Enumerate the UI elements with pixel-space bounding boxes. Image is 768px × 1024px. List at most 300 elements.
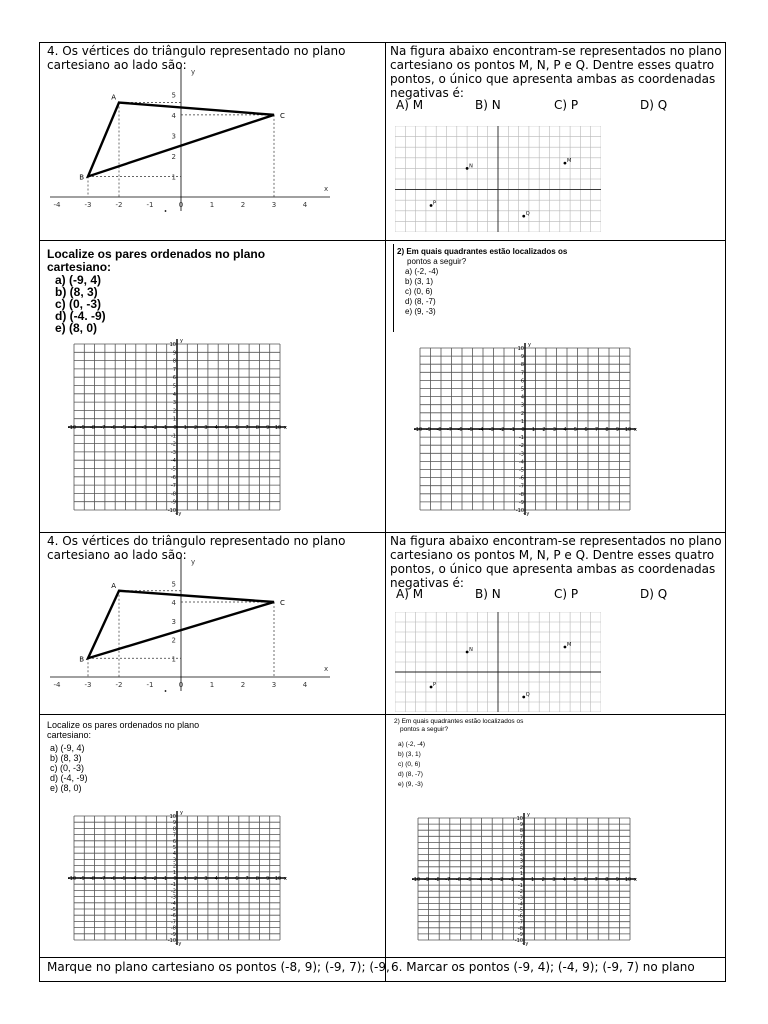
y-tick-label: 9 xyxy=(520,354,524,361)
y-tick-label: -1 xyxy=(519,435,524,442)
y-tick-label: 6 xyxy=(172,838,176,845)
x-tick-label: 9 xyxy=(615,427,620,433)
y-tick-label: 9 xyxy=(172,820,176,827)
option-b: B) N xyxy=(475,587,501,601)
x-tick-label: 10 xyxy=(274,425,282,431)
x-tick-label: -2 xyxy=(115,681,123,689)
triangle-plot xyxy=(50,552,340,697)
footer-right-text: 6. Marcar os pontos (-9, 4); (-4, 9); (-9, 7) no plano xyxy=(391,960,695,974)
option-a: A) M xyxy=(396,98,424,112)
quadrant-title xyxy=(397,247,567,267)
y-tick-label: 3 xyxy=(171,617,176,626)
y-tick-label: 2 xyxy=(172,863,176,870)
clip-top-edge xyxy=(40,240,303,241)
y-tick-label: 5 xyxy=(520,386,524,393)
title-line: pontos a seguir? xyxy=(400,726,449,733)
y-tick-label: 2 xyxy=(520,410,524,417)
answer-options xyxy=(396,98,726,114)
y-tick-label: 8 xyxy=(519,828,523,835)
y-tick-label: 8 xyxy=(520,362,524,369)
x-tick-label: 2 xyxy=(541,877,545,883)
y-tick-label: 7 xyxy=(172,366,176,373)
y-tick-label: -5 xyxy=(519,467,524,474)
y-tick-label: 2 xyxy=(519,864,523,871)
y-tick-label: 7 xyxy=(519,834,523,841)
row-divider-4 xyxy=(40,957,725,958)
list-item: d) (-4. -9) xyxy=(55,309,106,323)
x-tick-label: -5 xyxy=(121,876,126,882)
y-tick-label: -4 xyxy=(519,459,524,466)
y-tick-label: -9 xyxy=(171,499,176,506)
y-tick-label: 5 xyxy=(172,845,176,851)
y-tick-label: -2 xyxy=(518,889,523,896)
x-tick-label: -10 xyxy=(413,427,423,433)
x-tick-label: 6 xyxy=(584,427,588,433)
y-tick-label: 4 xyxy=(171,599,176,607)
list-item: e) (8, 0) xyxy=(55,321,98,335)
x-tick-label: 0 xyxy=(178,681,184,689)
x-tick-label: 1 xyxy=(531,427,536,433)
x-tick-label: 1 xyxy=(183,425,187,431)
title-line: cartesiano: xyxy=(47,730,92,740)
x-tick-label: -1 xyxy=(146,201,154,209)
question-line: cartesiano ao lado são: xyxy=(47,548,187,562)
x-tick-label: 1 xyxy=(209,201,215,209)
vertex-c-label: C xyxy=(280,599,285,607)
x-tick-label: -2 xyxy=(151,425,157,431)
option-d: D) Q xyxy=(640,587,668,601)
neg-y-axis-label: - y xyxy=(175,511,182,516)
y-tick-label: 6 xyxy=(519,840,523,847)
x-tick-label: -2 xyxy=(499,427,505,433)
x-tick-label: 8 xyxy=(255,425,259,431)
point-label: P xyxy=(433,682,437,688)
y-tick-label: 1 xyxy=(171,655,176,664)
x-tick-label: -4 xyxy=(477,877,483,883)
locate-items xyxy=(50,743,88,793)
list-item: b) (8, 3) xyxy=(50,753,82,763)
list-item: c) (0, 6) xyxy=(405,287,433,296)
x-tick-label: 3 xyxy=(552,877,556,883)
x-tick-label: 0 xyxy=(520,877,524,883)
x-axis-label: x xyxy=(634,877,637,883)
list-item: e) (9, -3) xyxy=(405,307,436,316)
x-tick-label: -3 xyxy=(489,427,494,433)
x-tick-label: 5 xyxy=(573,877,577,883)
y-tick-label: 8 xyxy=(172,358,176,365)
x-tick-label: 8 xyxy=(605,877,609,883)
y-tick-label: -6 xyxy=(519,475,524,482)
y-tick-label: 5 xyxy=(171,580,176,589)
y-tick-label: 1 xyxy=(171,173,176,182)
y-tick-label: 5 xyxy=(172,383,176,390)
y-tick-label: 7 xyxy=(172,832,176,839)
list-item: a) (-2, -4) xyxy=(405,267,439,276)
y-tick-label: -7 xyxy=(519,483,524,490)
x-tick-label: 7 xyxy=(594,877,598,883)
question-line: 4. Os vértices do triângulo representado no plano xyxy=(47,44,346,58)
y-tick-label: 10 xyxy=(516,816,523,822)
x-tick-label: -2 xyxy=(115,201,123,209)
vertex-c-label: C xyxy=(280,111,285,120)
list-item: c) (0, -3) xyxy=(55,297,102,311)
column-divider xyxy=(385,43,386,981)
point-label: P xyxy=(433,200,437,207)
y-tick-label: 4 xyxy=(172,391,176,398)
x-tick-label: 4 xyxy=(562,877,566,883)
plotted-point xyxy=(564,162,567,165)
row-divider-2 xyxy=(40,532,725,533)
points-plot xyxy=(395,612,601,712)
y-tick-label: -10 xyxy=(515,508,524,514)
y-tick-label: 8 xyxy=(172,826,176,833)
y-tick-label: 2 xyxy=(171,636,176,645)
x-tick-label: -5 xyxy=(466,877,472,883)
y-tick-label: -7 xyxy=(518,919,523,926)
x-tick-label: -9 xyxy=(79,876,85,882)
x-tick-label: -1 xyxy=(508,877,514,883)
y-tick-label: -8 xyxy=(518,925,523,932)
x-tick-label: -9 xyxy=(79,425,85,431)
x-tick-label: -6 xyxy=(457,427,463,433)
x-tick-label: -8 xyxy=(436,427,442,433)
y-tick-label: 6 xyxy=(520,378,524,385)
x-tick-label: -3 xyxy=(141,425,147,431)
x-tick-label: -7 xyxy=(445,877,451,883)
y-tick-label: -9 xyxy=(519,499,524,506)
x-tick-label: -7 xyxy=(100,425,106,431)
y-axis-label: y xyxy=(528,342,531,348)
x-tick-label: -8 xyxy=(434,877,440,883)
title-line: pontos a seguir? xyxy=(407,257,467,266)
x-tick-label: 0 xyxy=(173,425,177,431)
vertex-b-label: B xyxy=(79,655,84,664)
y-tick-label: 10 xyxy=(169,814,176,820)
list-item: c) (0, 6) xyxy=(398,761,421,768)
locate-items xyxy=(55,274,106,334)
x-tick-label: -8 xyxy=(90,425,96,431)
coordinate-grid xyxy=(412,342,638,516)
y-tick-label: -7 xyxy=(171,483,176,490)
x-axis-label: x xyxy=(324,665,329,673)
dot-mark xyxy=(165,690,167,692)
y-tick-label: -6 xyxy=(171,474,176,481)
title-line: Localize os pares ordenados no plano xyxy=(47,247,266,261)
title-line: 2) Em quais quadrantes estão localizados os xyxy=(397,247,568,256)
x-tick-label: -10 xyxy=(411,877,421,883)
x-tick-label: 0 xyxy=(521,427,525,433)
list-item: e) (8, 0) xyxy=(50,783,82,793)
title-line: 2) Em quais quadrantes estão localizados os xyxy=(394,718,524,725)
question-line: Na figura abaixo encontram-se representados no plano xyxy=(390,534,722,548)
y-tick-label: -1 xyxy=(518,883,523,890)
x-tick-label: 6 xyxy=(584,877,588,883)
quadrant-items xyxy=(398,740,425,790)
coordinate-grid xyxy=(410,812,638,946)
plotted-point xyxy=(522,696,525,699)
y-tick-label: 1 xyxy=(172,869,176,876)
locate-title xyxy=(47,720,199,740)
y-tick-label: -9 xyxy=(171,931,176,938)
y-tick-label: -8 xyxy=(171,491,176,498)
x-tick-label: -9 xyxy=(424,877,430,883)
x-tick-label: 4 xyxy=(302,681,308,689)
plotted-point xyxy=(466,651,469,654)
list-item: a) (-2, -4) xyxy=(398,741,426,748)
option-c: C) P xyxy=(554,587,579,601)
option-d: D) Q xyxy=(640,98,668,112)
y-tick-label: -1 xyxy=(171,882,176,889)
plotted-point xyxy=(466,167,469,170)
x-tick-label: -10 xyxy=(67,425,77,431)
x-tick-label: -3 xyxy=(487,877,493,883)
x-tick-label: -3 xyxy=(84,681,92,689)
vertex-b-label: B xyxy=(79,173,84,182)
question-line: cartesiano os pontos M, N, P e Q. Dentre esses quatro xyxy=(390,58,715,72)
y-tick-label: 5 xyxy=(171,91,176,100)
x-axis-label: x xyxy=(324,185,329,193)
x-tick-label: -4 xyxy=(53,201,61,209)
vertex-a-label: A xyxy=(111,581,116,590)
x-tick-label: 4 xyxy=(563,427,567,433)
locate-title xyxy=(47,248,265,274)
x-axis-label: x xyxy=(284,876,287,882)
list-item: d) (8, -7) xyxy=(405,297,436,306)
x-tick-label: -2 xyxy=(151,876,157,882)
y-tick-label: -8 xyxy=(519,491,524,498)
y-tick-label: -7 xyxy=(171,919,176,926)
question-line: 4. Os vértices do triângulo representado no plano xyxy=(47,534,346,548)
x-tick-label: -6 xyxy=(110,425,116,431)
point-label: Q xyxy=(525,211,530,218)
title-line: Localize os pares ordenados no plano xyxy=(47,720,200,730)
question-line: cartesiano ao lado são: xyxy=(47,58,187,72)
list-item: b) (3, 1) xyxy=(405,277,434,286)
list-item: a) (-9, 4) xyxy=(55,273,102,287)
y-tick-label: -8 xyxy=(171,925,176,932)
points-plot xyxy=(395,126,601,232)
list-item: d) (8, -7) xyxy=(398,771,423,778)
x-tick-label: -10 xyxy=(67,876,77,882)
question-line: pontos, o único que apresenta ambas as coordenadas xyxy=(390,72,716,86)
quadrant-items xyxy=(405,267,438,317)
y-tick-label: -10 xyxy=(514,938,523,944)
y-tick-label: -3 xyxy=(518,895,523,902)
option-b: B) N xyxy=(475,98,501,112)
x-tick-label: -3 xyxy=(84,201,92,209)
x-tick-label: 2 xyxy=(240,681,246,689)
y-tick-label: 1 xyxy=(519,870,523,877)
y-tick-label: 5 xyxy=(519,846,523,853)
y-tick-label: -4 xyxy=(171,458,176,465)
list-item: d) (-4, -9) xyxy=(50,773,88,783)
x-tick-label: -8 xyxy=(90,876,96,882)
point-label: N xyxy=(469,647,473,653)
x-tick-label: -2 xyxy=(498,877,504,883)
x-tick-label: 4 xyxy=(214,876,218,882)
x-tick-label: -1 xyxy=(162,425,168,431)
x-tick-label: 6 xyxy=(235,425,239,431)
x-tick-label: -4 xyxy=(131,425,137,431)
list-item: c) (0, -3) xyxy=(50,763,85,773)
y-tick-label: -6 xyxy=(518,913,523,920)
x-tick-label: 3 xyxy=(271,681,277,689)
vertex-a-label: A xyxy=(111,93,116,102)
question-line: negativas é: xyxy=(390,576,464,590)
x-tick-label: 5 xyxy=(573,427,578,433)
y-tick-label: -2 xyxy=(519,443,524,450)
x-tick-label: 7 xyxy=(245,425,249,431)
x-tick-label: -1 xyxy=(510,427,515,433)
points-question-text xyxy=(390,534,722,590)
x-tick-label: -6 xyxy=(110,876,116,882)
option-c: C) P xyxy=(554,98,579,112)
y-tick-label: -3 xyxy=(171,894,176,901)
y-tick-label: 4 xyxy=(520,394,524,401)
y-tick-label: 10 xyxy=(517,346,524,352)
y-tick-label: 6 xyxy=(172,375,176,382)
x-tick-label: -4 xyxy=(131,876,137,882)
coordinate-grid xyxy=(66,810,288,946)
y-axis-label: y xyxy=(180,338,183,344)
point-label: M xyxy=(566,158,572,165)
clip-left-edge xyxy=(393,244,394,332)
quadrant-title xyxy=(394,718,523,734)
y-tick-label: -5 xyxy=(518,907,523,914)
x-tick-label: -9 xyxy=(426,427,431,433)
y-tick-label: -4 xyxy=(518,901,523,908)
x-tick-label: 6 xyxy=(235,876,239,882)
x-axis-label: x xyxy=(284,425,287,431)
x-tick-label: -1 xyxy=(146,681,154,689)
x-tick-label: 9 xyxy=(615,877,619,883)
question-line: Na figura abaixo encontram-se representados no plano xyxy=(390,44,722,58)
y-tick-label: -2 xyxy=(171,888,176,895)
x-tick-label: 9 xyxy=(266,425,270,431)
x-tick-label: 1 xyxy=(209,681,215,689)
x-tick-label: 0 xyxy=(173,876,177,882)
point-label: N xyxy=(469,163,473,170)
y-tick-label: 1 xyxy=(520,418,524,425)
question-line: negativas é: xyxy=(390,86,464,100)
triangle-plot xyxy=(50,62,340,217)
x-tick-label: 9 xyxy=(266,876,270,882)
x-tick-label: -6 xyxy=(455,877,461,883)
x-tick-label: -5 xyxy=(468,427,473,433)
x-tick-label: 2 xyxy=(194,876,198,882)
clip-top-edge xyxy=(40,714,249,715)
x-tick-label: 3 xyxy=(552,427,557,433)
x-tick-label: -7 xyxy=(100,876,106,882)
y-tick-label: 9 xyxy=(172,350,176,357)
y-tick-label: 4 xyxy=(172,851,176,858)
x-tick-label: 2 xyxy=(194,425,198,431)
y-tick-label: -3 xyxy=(171,449,176,456)
x-tick-label: 8 xyxy=(605,427,609,433)
y-tick-label: -5 xyxy=(171,466,176,473)
dot-mark xyxy=(165,210,167,212)
x-tick-label: 8 xyxy=(255,876,259,882)
question-line: pontos, o único que apresenta ambas as coordenadas xyxy=(390,562,716,576)
x-tick-label: 2 xyxy=(240,201,246,209)
y-axis-label: y xyxy=(180,810,183,816)
y-tick-label: 4 xyxy=(519,852,523,859)
y-tick-label: 3 xyxy=(171,132,176,141)
x-tick-label: -4 xyxy=(53,681,61,689)
x-axis-label: x xyxy=(634,427,637,433)
question-line: cartesiano os pontos M, N, P e Q. Dentre esses quatro xyxy=(390,548,715,562)
y-tick-label: 3 xyxy=(520,402,524,409)
plotted-point xyxy=(564,646,567,649)
x-tick-label: 2 xyxy=(542,427,546,433)
neg-y-axis-label: - y xyxy=(522,941,529,946)
neg-y-axis-label: - y xyxy=(175,941,182,946)
y-tick-label: -2 xyxy=(171,441,176,448)
plotted-point xyxy=(430,204,433,207)
y-axis-label: y xyxy=(191,558,196,566)
x-tick-label: 3 xyxy=(204,425,208,431)
plotted-point xyxy=(522,215,525,218)
point-label: M xyxy=(566,642,572,648)
list-item: b) (3, 1) xyxy=(398,751,421,758)
y-tick-label: -6 xyxy=(171,913,176,920)
x-tick-label: 3 xyxy=(204,876,208,882)
y-axis-label: y xyxy=(191,68,196,76)
neg-y-axis-label: - y xyxy=(523,511,530,516)
y-tick-label: 2 xyxy=(171,152,176,161)
y-tick-label: 9 xyxy=(519,822,523,829)
x-tick-label: 4 xyxy=(214,425,218,431)
list-item: a) (-9, 4) xyxy=(50,743,85,753)
x-tick-label: 7 xyxy=(594,427,599,433)
point-label: Q xyxy=(525,692,530,698)
x-tick-label: 1 xyxy=(183,876,187,882)
x-tick-label: 10 xyxy=(624,877,632,883)
list-item: e) (9, -3) xyxy=(398,781,423,788)
x-tick-label: 5 xyxy=(224,876,229,882)
y-tick-label: 3 xyxy=(172,857,176,864)
y-tick-label: -3 xyxy=(519,451,524,458)
y-axis-label: y xyxy=(527,812,530,818)
y-tick-label: -1 xyxy=(171,433,176,440)
y-tick-label: -10 xyxy=(167,508,176,514)
y-tick-label: 10 xyxy=(169,342,176,348)
x-tick-label: -5 xyxy=(121,425,126,431)
title-line: cartesiano: xyxy=(47,260,112,274)
list-item: b) (8, 3) xyxy=(55,285,98,299)
clip-top-edge xyxy=(393,714,623,715)
x-tick-label: -3 xyxy=(141,876,147,882)
y-tick-label: 1 xyxy=(172,416,176,423)
points-question-text xyxy=(390,44,722,100)
y-tick-label: -4 xyxy=(171,900,176,907)
plotted-point xyxy=(430,686,433,689)
x-tick-label: 5 xyxy=(224,425,229,431)
x-tick-label: 10 xyxy=(274,876,282,882)
y-tick-label: -9 xyxy=(518,931,523,938)
x-tick-label: 3 xyxy=(271,201,277,209)
x-tick-label: 4 xyxy=(302,201,308,209)
x-tick-label: -4 xyxy=(478,427,484,433)
y-tick-label: 2 xyxy=(172,408,176,415)
y-tick-label: 7 xyxy=(520,370,524,377)
y-tick-label: 3 xyxy=(519,858,523,865)
y-tick-label: -10 xyxy=(167,938,176,944)
footer-left-text: Marque no plano cartesiano os pontos (-8, 9); (-9, 7); (-9, xyxy=(47,960,390,974)
coordinate-grid xyxy=(66,338,288,516)
y-tick-label: 4 xyxy=(171,111,176,120)
x-tick-label: 1 xyxy=(531,877,535,883)
